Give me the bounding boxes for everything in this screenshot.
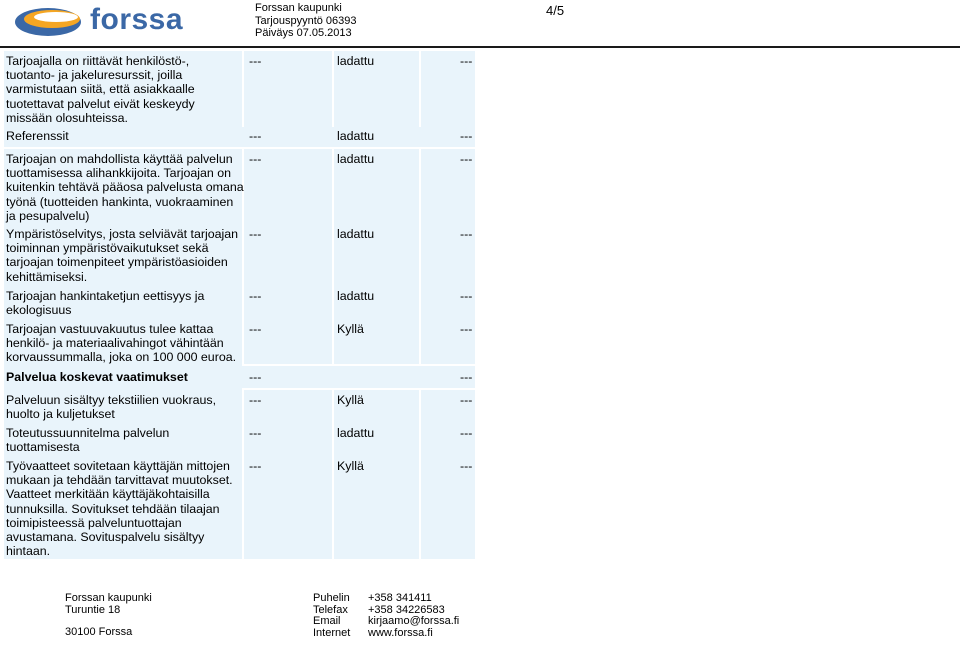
footer-label: Email — [313, 615, 341, 628]
footer-labels — [313, 593, 350, 639]
col3-value: --- — [460, 227, 473, 241]
col1-value: --- — [249, 54, 262, 68]
requirement-text: Tarjoajan hankintaketjun eettisyys ja ekologisuus — [6, 289, 205, 318]
requirement-text: Tarjoajan on mahdollista käyttää palvelun tuottamisessa alihankkijoita. Tarjoajan on kuitenkin tehtävä pääosa palvelusta omana työnä (tuotteiden hankinta, vuokraaminen ja pesupalvelu) — [6, 152, 244, 223]
requirement-text: Työvaatteet sovitetaan käyttäjän mittojen mukaan ja tehdään tarvittavat muutokset. Vaatteet merkitään käyttäjäkohtaisilla tunnuksilla. Sovitukset tehdään tilaajan toimipisteessä palveluntuottajan avustamana. Sovituspalvelu sisältyy hintaan. — [6, 459, 233, 559]
footer-label: Telefax — [313, 603, 348, 616]
footer-values — [368, 593, 459, 639]
header-date: Päiväys 07.05.2013 — [255, 27, 352, 39]
col1-value: --- — [249, 152, 262, 166]
col1-value: --- — [249, 227, 262, 241]
requirement-text: Referenssit — [6, 129, 69, 143]
header-doc-ref: Tarjouspyyntö 06393 — [255, 14, 357, 27]
col1-value: --- — [249, 129, 262, 143]
forssa-logo — [12, 2, 182, 40]
footer-phone: +358 341411 — [368, 592, 432, 604]
footer-label: Puhelin — [313, 592, 350, 604]
col3-value: --- — [460, 152, 473, 166]
status-value: Kyllä — [337, 459, 364, 473]
col3-value: --- — [460, 426, 473, 440]
col1-value: --- — [249, 322, 262, 336]
footer-fax: +358 34226583 — [368, 603, 445, 616]
status-value: ladattu — [337, 54, 375, 68]
col1-value: --- — [249, 393, 262, 407]
requirement-text: Tarjoajalla on riittävät henkilöstö-, tuotanto- ja jakeluresurssit, joilla varmistutaan siitä, että asiakkaalle tuotettavat palvelut eivät keskeydy missään olosuhteissa. — [6, 54, 195, 125]
footer-email[interactable]: kirjaamo@forssa.fi — [368, 615, 460, 628]
col3-value: --- — [460, 289, 473, 303]
status-value: ladattu — [337, 289, 375, 303]
page-number: 4/5 — [546, 3, 565, 18]
section-heading: Palvelua koskevat vaatimukset — [6, 370, 188, 384]
status-value: Kyllä — [337, 322, 364, 336]
status-value: ladattu — [337, 129, 375, 143]
col3-value: --- — [460, 393, 473, 407]
col3-value: --- — [460, 322, 473, 336]
col3-value: --- — [460, 129, 473, 143]
document-header — [255, 2, 357, 40]
col1-value: --- — [249, 459, 262, 473]
status-value: Kyllä — [337, 393, 364, 407]
status-value: ladattu — [337, 227, 375, 241]
header-divider — [0, 46, 960, 48]
forssa-logo-icon — [12, 2, 88, 40]
status-value: ladattu — [337, 152, 375, 166]
footer-postal: 30100 Forssa — [65, 626, 133, 639]
requirement-text: Toteutussuunnitelma palvelun tuottamisesta — [6, 426, 170, 455]
header-org: Forssan kaupunki — [255, 2, 342, 14]
logo-text: forssa — [90, 3, 184, 36]
col1-value: --- — [249, 289, 262, 303]
footer-website[interactable]: www.forssa.fi — [368, 626, 433, 639]
footer-label: Internet — [313, 626, 351, 639]
footer-street: Turuntie 18 — [65, 603, 121, 616]
requirement-text: Palveluun sisältyy tekstiilien vuokraus, huolto ja kuljetukset — [6, 393, 217, 422]
footer-address — [65, 593, 152, 639]
status-value: ladattu — [337, 426, 375, 440]
col1-value: --- — [249, 370, 262, 384]
footer-org: Forssan kaupunki — [65, 592, 152, 604]
requirement-text: Tarjoajan vastuuvakuutus tulee kattaa henkilö- ja materiaalivahingot vähintään korvaussummalla, joka on 100 000 euroa. — [6, 322, 237, 365]
col3-value: --- — [460, 54, 473, 68]
col3-value: --- — [460, 370, 473, 384]
col1-value: --- — [249, 426, 262, 440]
requirement-text: Ympäristöselvitys, josta selviävät tarjoajan toiminnan ympäristövaikutukset sekä tarjoajan toimenpiteet ympäristöasioiden kehittämiseksi. — [6, 227, 239, 284]
col3-value: --- — [460, 459, 473, 473]
